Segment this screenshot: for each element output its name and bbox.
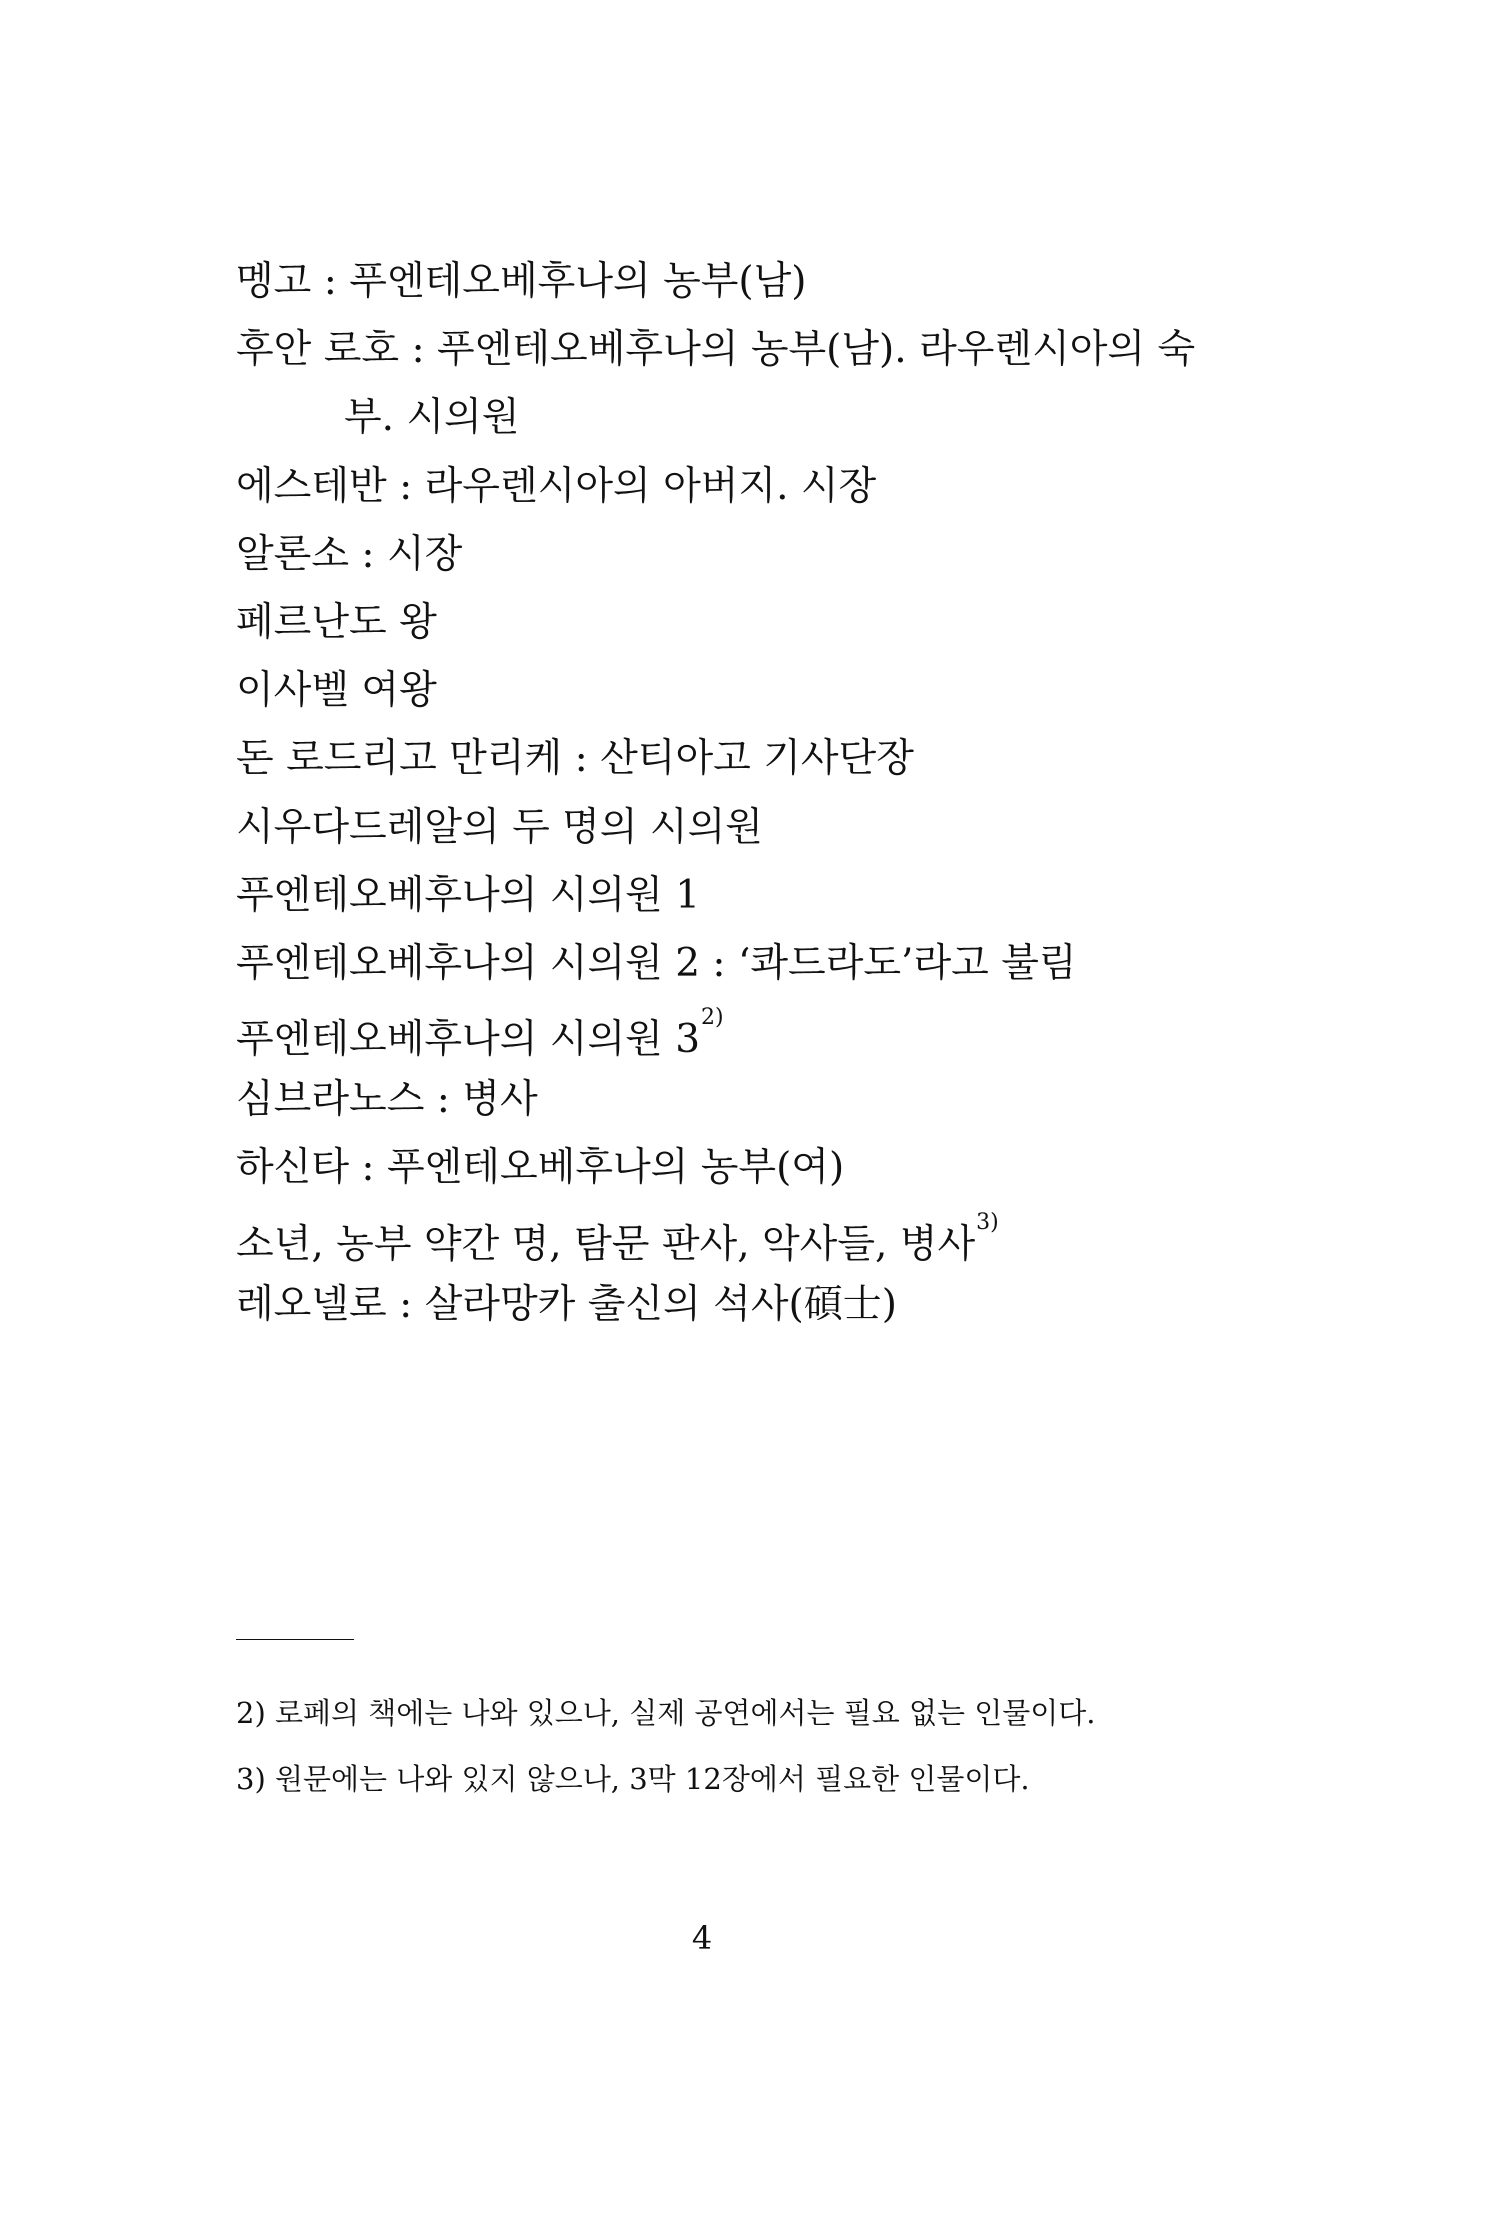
footnote-separator: [236, 1639, 354, 1640]
character-entry: [236, 794, 1336, 862]
character-entry: [236, 453, 1336, 521]
character-entry-text: 시우다드레알의 두 명의 시의원: [236, 804, 763, 850]
character-entry-text: 레오넬로 : 살라망카 출신의 석사(碩士): [236, 1281, 897, 1327]
character-entry-text: 후안 로호 : 푸엔테오베후나의 농부(남). 라우렌시아의 숙: [236, 327, 1196, 373]
character-entry-text: 멩고 : 푸엔테오베후나의 농부(남): [236, 259, 807, 304]
footnote: 3) 원문에는 나와 있지 않으나, 3막 12장에서 필요한 인물이다.: [236, 1762, 1030, 1796]
character-entry-text: 푸엔테오베후나의 시의원 3: [236, 1017, 701, 1063]
page-number: 4: [691, 1919, 713, 1957]
character-entry-text: 에스테반 : 라우렌시아의 아버지. 시장: [236, 463, 877, 509]
character-entry-text: 하신타 : 푸엔테오베후나의 농부(여): [236, 1145, 845, 1191]
character-entry: [236, 998, 1336, 1066]
character-entry: [236, 1203, 1336, 1271]
character-entry-text: 푸엔테오베후나의 시의원 1: [236, 872, 701, 918]
character-entry-text: 소년, 농부 약간 명, 탐문 판사, 악사들, 병사: [236, 1221, 976, 1267]
character-list: [236, 248, 1336, 1339]
footnote-reference[interactable]: 2): [701, 1005, 724, 1031]
footnote-reference[interactable]: 3): [976, 1209, 999, 1235]
character-entry: [236, 1134, 1336, 1202]
character-entry-text: 이사벨 여왕: [236, 668, 437, 714]
footnote-list: [236, 1680, 1336, 1812]
footnote: 2) 로페의 책에는 나와 있으나, 실제 공연에서는 필요 없는 인물이다.: [236, 1696, 1096, 1730]
character-entry-text: 돈 로드리고 만리케 : 산티아고 기사단장: [236, 736, 914, 782]
character-entry: [236, 589, 1336, 657]
character-entry-continuation: [236, 384, 1336, 452]
character-entry: [236, 316, 1336, 384]
character-entry: [236, 725, 1336, 793]
character-entry-text: 심브라노스 : 병사: [236, 1077, 538, 1123]
character-entry: [236, 930, 1336, 998]
character-entry: [236, 1066, 1336, 1134]
character-entry: [236, 1271, 1336, 1339]
character-entry: [236, 862, 1336, 930]
character-entry-text: 푸엔테오베후나의 시의원 2 : ‘콰드라도’라고 불림: [236, 940, 1077, 986]
character-entry-text: 부. 시의원: [344, 395, 520, 441]
character-entry-text: 페르난도 왕: [236, 599, 437, 645]
character-entry: [236, 248, 1336, 316]
character-entry: [236, 521, 1336, 589]
character-entry: [236, 657, 1336, 725]
character-entry-text: 알론소 : 시장: [236, 531, 463, 577]
